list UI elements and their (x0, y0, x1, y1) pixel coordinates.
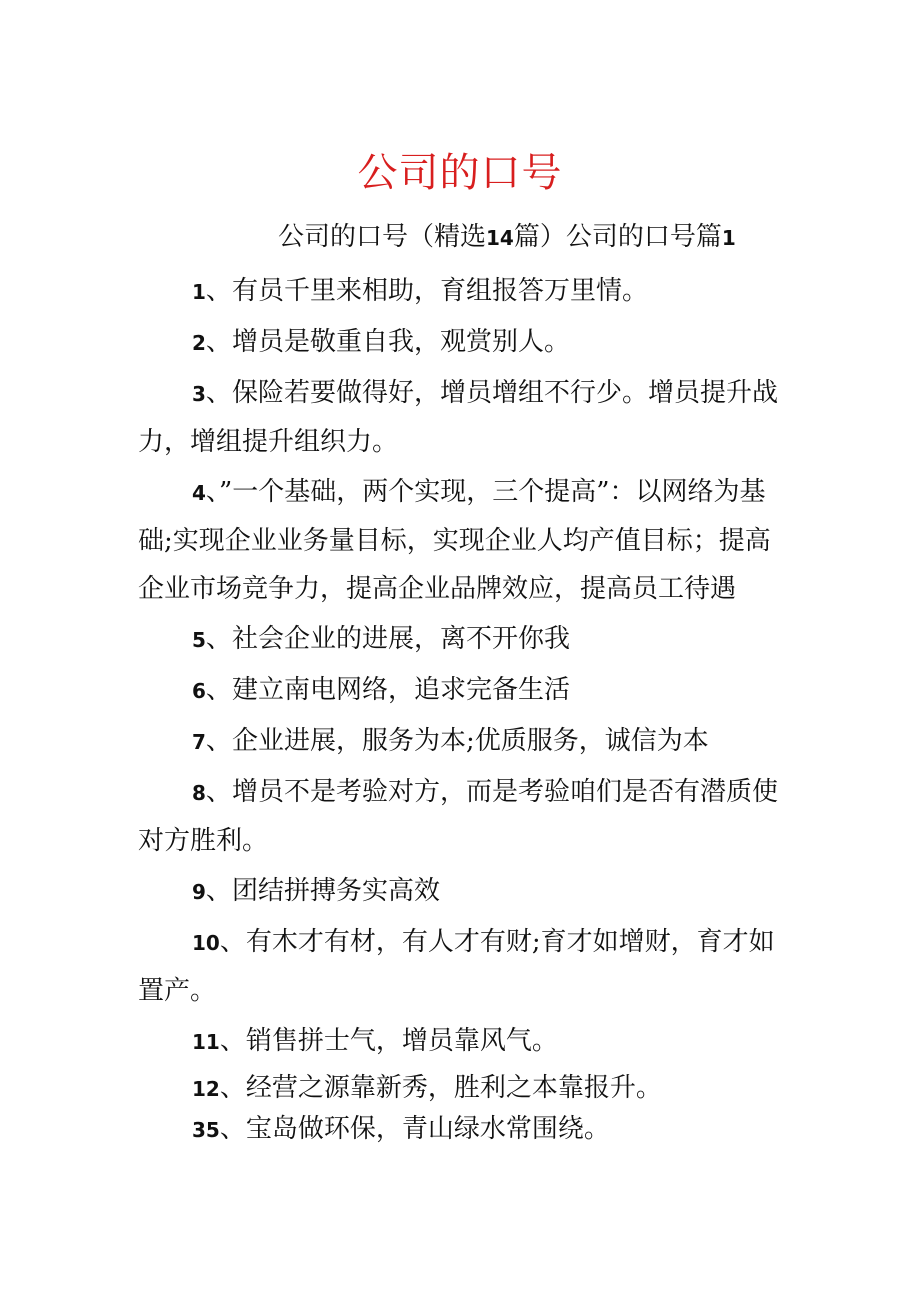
item-number: 8 (192, 781, 206, 805)
item-number: 35 (192, 1118, 220, 1142)
item-separator: 、 (205, 477, 219, 507)
item-separator: 、 (219, 1073, 246, 1103)
item-number: 7 (192, 730, 206, 754)
slogan-list (138, 267, 782, 1150)
item-text: 经营之源靠新秀，胜利之本靠报升。 (245, 1073, 662, 1103)
item-separator: 、 (205, 777, 232, 807)
item-text: 建立南电网络，追求完备生活 (231, 675, 570, 705)
list-item (138, 867, 782, 916)
item-separator: 、 (205, 378, 232, 408)
item-separator: 、 (205, 876, 232, 906)
list-item (138, 318, 782, 367)
item-number: 2 (192, 331, 206, 355)
list-item (138, 1109, 782, 1150)
item-separator: 、 (205, 675, 232, 705)
item-number: 10 (192, 931, 220, 955)
item-text: 团结拼搏务实高效 (231, 876, 440, 906)
list-item (138, 615, 782, 664)
subtitle-index: 1 (721, 226, 736, 250)
list-item (138, 468, 782, 613)
list-item (138, 369, 782, 466)
list-item (138, 717, 782, 766)
item-separator: 、 (219, 1114, 246, 1144)
page-title: 公司的口号 (357, 150, 563, 196)
item-separator: 、 (219, 927, 246, 957)
item-separator: 、 (219, 1026, 246, 1056)
item-number: 12 (192, 1077, 220, 1101)
list-item (138, 666, 782, 715)
list-item (138, 918, 782, 1015)
list-item (138, 1017, 782, 1066)
item-separator: 、 (205, 726, 232, 756)
item-number: 3 (192, 382, 206, 406)
item-number: 5 (192, 628, 206, 652)
item-number: 6 (192, 679, 206, 703)
item-text: 社会企业的进展，离不开你我 (231, 624, 570, 654)
item-text: 销售拼士气，增员靠风气。 (245, 1026, 558, 1056)
item-number: 4 (192, 481, 206, 505)
item-number: 11 (192, 1030, 220, 1054)
item-text: 增员是敬重自我，观赏别人。 (231, 327, 570, 357)
item-number: 1 (192, 280, 206, 304)
item-text: 企业进展，服务为本;优质服务，诚信为本 (231, 726, 709, 756)
subtitle-count: 14 (486, 226, 514, 250)
document-subtitle (138, 220, 782, 255)
subtitle-middle: 篇）公司的口号篇 (513, 222, 722, 252)
item-number: 9 (192, 880, 206, 904)
list-item (138, 1068, 782, 1109)
item-text: 有木才有材，有人才有财;育才如增财，育才如置产。 (138, 927, 775, 1006)
list-item (138, 267, 782, 316)
item-separator: 、 (205, 276, 232, 306)
item-separator: 、 (205, 624, 232, 654)
item-text: 有员千里来相助，育组报答万里情。 (231, 276, 648, 306)
item-text: 保险若要做得好，增员增组不行少。增员提升战力，增组提升组织力。 (138, 378, 778, 457)
subtitle-prefix: 公司的口号（精选 (278, 222, 487, 252)
item-text: 宝岛做环保，青山绿水常围绕。 (245, 1114, 610, 1144)
item-separator: 、 (205, 327, 232, 357)
item-text: ”一个基础，两个实现，三个提高”：以网络为基础;实现企业业务量目标，实现企业人均产值目标；提高企业市场竞争力，提高企业品牌效应，提高员工待遇 (138, 477, 771, 604)
item-text: 增员不是考验对方，而是考验咱们是否有潜质使对方胜利。 (138, 777, 778, 856)
list-item (138, 768, 782, 865)
